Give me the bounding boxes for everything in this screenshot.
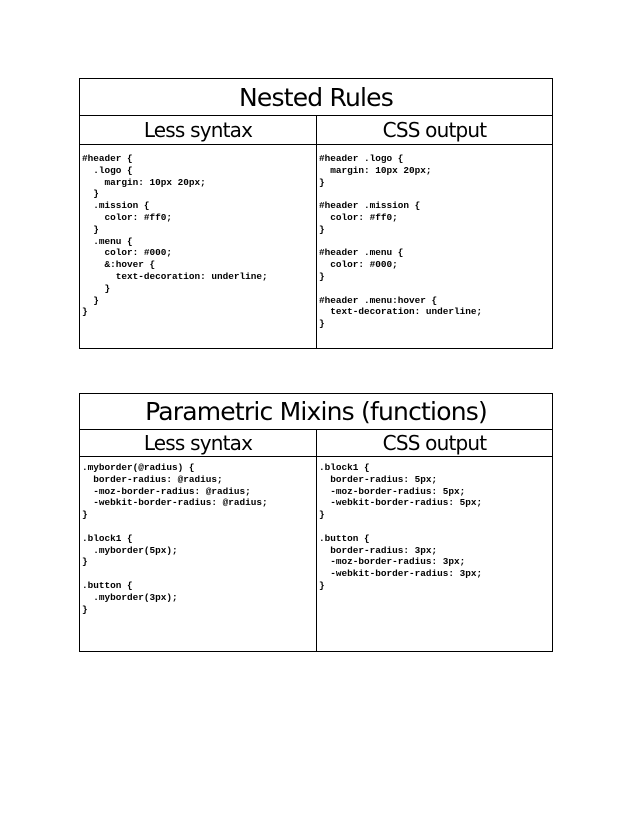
mixins-less-header: Less syntax — [80, 430, 317, 457]
nested-less-code: #header { .logo { margin: 10px 20px; } .mission { color: #ff0; } .menu { color: #000; &:hover { text-decoration: underline; } } } — [80, 145, 317, 348]
nested-css-header: CSS output — [317, 116, 552, 145]
nested-rules-title: Nested Rules — [80, 79, 552, 116]
nested-less-header: Less syntax — [80, 116, 317, 145]
mixins-css-code: .block1 { border-radius: 5px; -moz-border-radius: 5px; -webkit-border-radius: 5px; } .button { border-radius: 3px; -moz-border-radius: 3px; -webkit-border-radius: 3px; } — [319, 462, 483, 591]
mixins-css-header: CSS output — [317, 430, 552, 457]
mixins-less-code: .myborder(@radius) { border-radius: @radius; -moz-border-radius: @radius; -webkit-border-radius: @radius; } .block1 { .myborder(5px); } .button { .myborder(3px); } — [80, 457, 317, 651]
nested-css-code: #header .logo { margin: 10px 20px; } #header .mission { color: #ff0; } #header .menu { color: #000; } #header .menu:hover { text-decoration: underline; } — [319, 153, 483, 330]
parametric-mixins-title: Parametric Mixins (functions) — [80, 394, 552, 430]
nested-rules-table — [79, 78, 553, 349]
parametric-mixins-table — [79, 393, 553, 652]
